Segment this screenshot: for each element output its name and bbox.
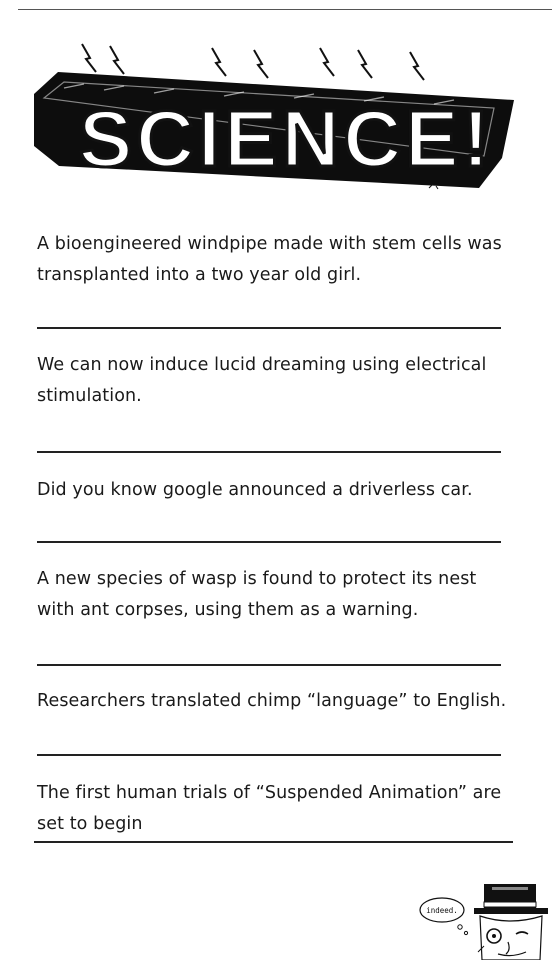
fact-3: Did you know google announced a driverless car. [37, 480, 473, 500]
fact-2: We can now induce lucid dreaming using electrical stimulation. [37, 355, 487, 406]
logo-text: SCIENCE! [78, 94, 494, 183]
thought-text: indeed. [426, 906, 458, 915]
divider-6 [34, 841, 513, 843]
divider-4 [37, 664, 501, 666]
top-border-line [18, 9, 552, 10]
fact-5: Researchers translated chimp “language” to English. [37, 691, 507, 711]
top-hat-mascot-icon [412, 880, 554, 960]
fact-4: A new species of wasp is found to protect its nest with ant corpses, using them as a warning. [37, 569, 477, 620]
science-logo [24, 38, 524, 208]
divider-3 [37, 541, 501, 543]
divider-1 [37, 327, 501, 329]
fact-1: A bioengineered windpipe made with stem cells was transplanted into a two year old girl. [37, 234, 502, 285]
divider-2 [37, 451, 501, 453]
divider-5 [37, 754, 501, 756]
fact-6: The first human trials of “Suspended Animation” are set to begin [37, 783, 502, 834]
lightning-bolts-icon [82, 44, 424, 80]
